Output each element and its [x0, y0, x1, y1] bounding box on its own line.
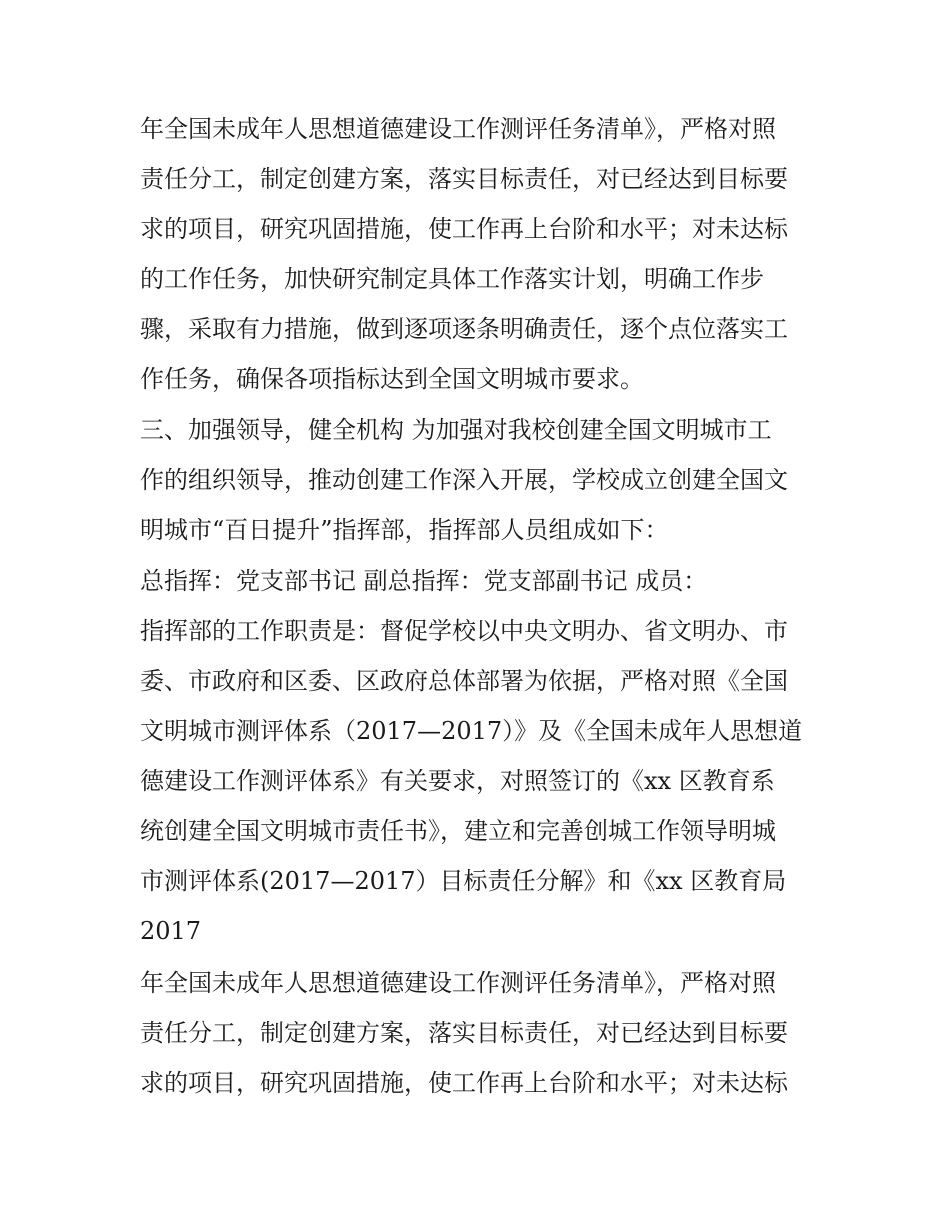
- text-line: 求的项目，研究巩固措施，使工作再上台阶和水平；对未达标: [140, 215, 788, 243]
- text-line: 总指挥：党支部书记 副总指挥：党支部副书记 成员：: [140, 567, 708, 595]
- text-line: 骤，采取有力措施，做到逐项逐条明确责任，逐个点位落实工: [140, 315, 788, 343]
- text-line: 统创建全国文明城市责任书》，建立和完善创城工作领导明城: [140, 817, 776, 845]
- text-line: 求的项目，研究巩固措施，使工作再上台阶和水平；对未达标: [140, 1069, 788, 1097]
- text-line: 的工作任务，加快研究制定具体工作落实计划，明确工作步: [140, 265, 764, 293]
- text-line: 作任务，确保各项指标达到全国文明城市要求。: [140, 365, 644, 393]
- text-line: 责任分工，制定创建方案，落实目标责任，对已经达到目标要: [140, 165, 788, 193]
- text-line: 年全国未成年人思想道德建设工作测评任务清单》，严格对照: [140, 969, 776, 997]
- text-line: 委、市政府和区委、区政府总体部署为依据，严格对照《全国: [140, 667, 788, 695]
- text-line: 市测评体系(2017—2017）目标责任分解》和《xx 区教育局: [140, 867, 787, 895]
- text-line: 德建设工作测评体系》有关要求，对照签订的《xx 区教育系: [140, 767, 775, 795]
- section-heading-line: 三、加强领导，健全机构 为加强对我校创建全国文明城市工: [140, 416, 772, 444]
- text-line: 年全国未成年人思想道德建设工作测评任务清单》，严格对照: [140, 115, 776, 143]
- text-line: 文明城市测评体系（2017—2017）》及《全国未成年人思想道: [140, 717, 803, 745]
- text-line: 2017: [140, 917, 202, 945]
- text-line: 作的组织领导，推动创建工作深入开展，学校成立创建全国文: [140, 466, 788, 494]
- text-line: 明城市“百日提升”指挥部，指挥部人员组成如下：: [140, 516, 669, 544]
- text-line: 责任分工，制定创建方案，落实目标责任，对已经达到目标要: [140, 1019, 788, 1047]
- text-line: 指挥部的工作职责是：督促学校以中央文明办、省文明办、市: [140, 617, 788, 645]
